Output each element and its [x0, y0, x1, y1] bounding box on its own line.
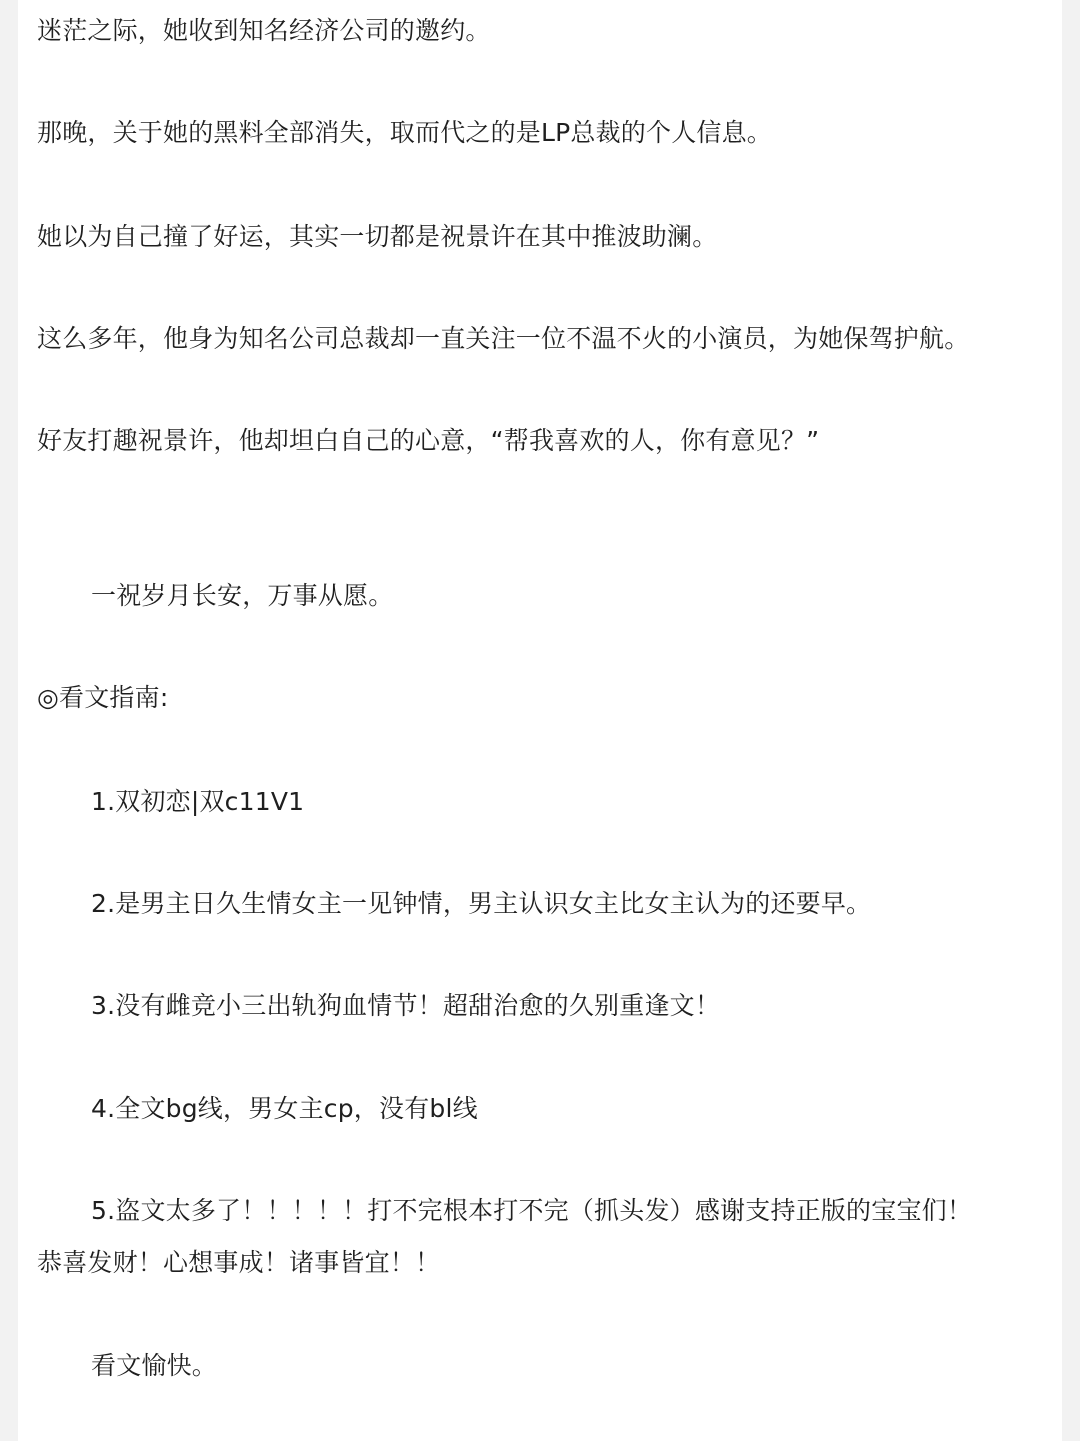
paragraph-good-luck: 她以为自己撞了好运，其实一切都是祝景许在其中推波助澜。 — [37, 222, 718, 251]
paragraph-invitation: 迷茫之际，她收到知名经济公司的邀约。 — [37, 16, 491, 45]
reading-guide-heading: ◎看文指南: — [37, 683, 169, 712]
guide-item-1: 1.双初恋|双c11V1 — [91, 787, 305, 816]
guide-item-2: 2.是男主日久生情女主一见钟情，男主认识女主比女主认为的还要早。 — [91, 889, 872, 918]
guide-item-5-continued: 恭喜发财！心想事成！诸事皆宜！！ — [37, 1248, 441, 1277]
guide-item-4: 4.全文bg线，男女主cp，没有bl线 — [91, 1094, 478, 1123]
document-page — [18, 0, 1062, 1441]
paragraph-blessing: 一祝岁月长安，万事从愿。 — [91, 581, 394, 610]
guide-item-5: 5.盗文太多了！！！！！打不完根本打不完（抓头发）感谢支持正版的宝宝们！ — [91, 1196, 973, 1225]
paragraph-scandal-vanished: 那晚，关于她的黑料全部消失，取而代之的是LP总裁的个人信息。 — [37, 118, 773, 147]
closing-line: 看文愉快。 — [91, 1351, 218, 1380]
guide-item-3: 3.没有雌竞小三出轨狗血情节！超甜治愈的久别重逢文！ — [91, 991, 721, 1020]
paragraph-protector: 这么多年，他身为知名公司总裁却一直关注一位不温不火的小演员，为她保驾护航。 — [37, 324, 970, 353]
paragraph-confession: 好友打趣祝景许，他却坦白自己的心意，“帮我喜欢的人，你有意见？” — [37, 426, 820, 455]
